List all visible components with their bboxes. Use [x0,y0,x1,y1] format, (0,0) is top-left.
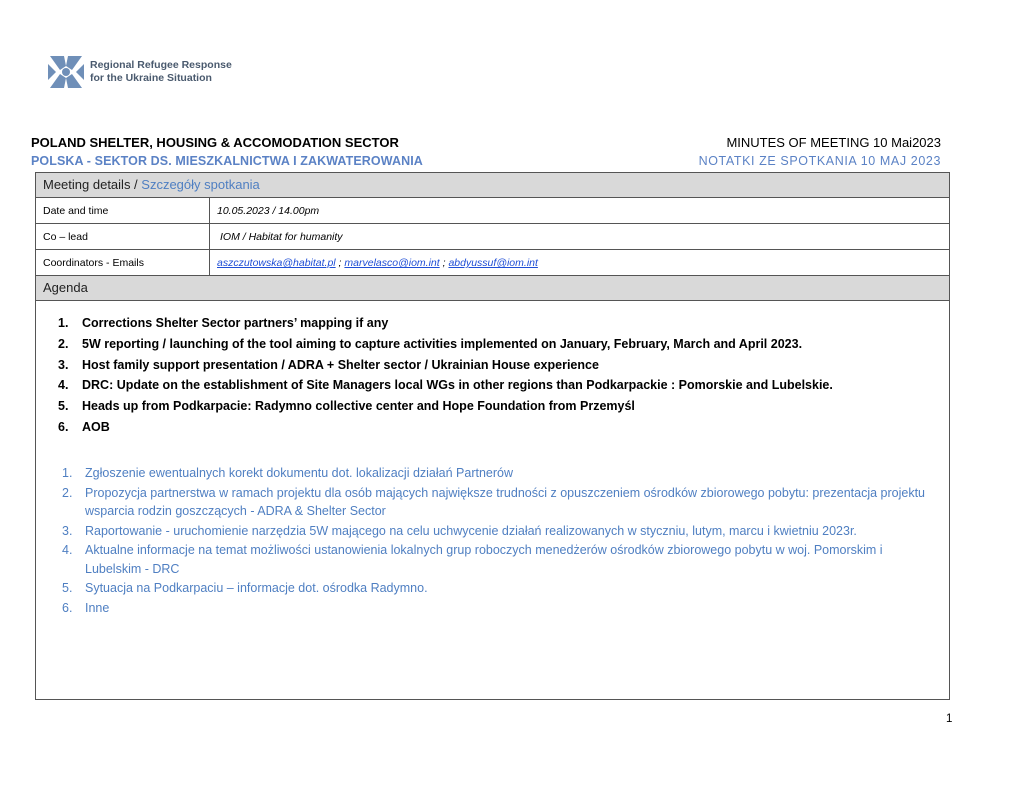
item-text: Corrections Shelter Sector partners’ mapping if any [82,316,389,330]
agenda-list-pl [62,464,932,618]
list-item [62,599,932,618]
email-link[interactable]: marvelasco@iom.int [344,257,440,269]
list-item [62,541,932,578]
item-number: 5. [58,399,69,414]
list-item [58,316,833,337]
list-item [58,378,833,399]
item-number: 2. [62,485,73,500]
logo-line-1: Regional Refugee Response [90,59,232,71]
email-separator: ; [335,257,345,269]
list-item [58,420,833,441]
item-number: 6. [58,419,69,434]
item-text: Raportowanie - uruchomienie narzędzia 5W mającego na celu uchwycenie działań realizowanych w styczniu, lutym, marcu i kwietniu 2023r. [85,523,857,538]
item-text: 5W reporting / launching of the tool aiming to capture activities implemented on January, February, March and April 2023. [82,336,803,351]
item-number: 3. [58,357,69,372]
meeting-details-pl: Szczegóły spotkania [141,177,260,192]
item-text: Aktualne informacje na temat możliwości ustanowienia lokalnych grup roboczych menedżerów ośrodków zbiorowego pobytu w woj. Pomorskim i Lubelskim - DRC [85,543,883,576]
item-number: 5. [62,581,73,595]
item-number: 6. [62,600,73,615]
item-text: AOB [82,419,110,434]
meeting-details-head [36,173,949,198]
row-label: Co – lead [36,224,210,249]
item-number: 3. [62,523,73,538]
item-text: Propozycja partnerstwa w ramach projektu dla osób mających największe trudności z opuszczeniem ośrodków zbiorowego pobytu: prezentacja projektu wsparcia rodzin goszczących - ADRA & Shelter Sector [85,485,926,518]
agenda-list-en [58,316,833,441]
list-item [62,484,932,521]
item-number: 2. [58,336,69,351]
logo-line-2: for the Ukraine Situation [90,72,212,84]
header-left [31,134,423,170]
page-number: 1 [946,713,953,725]
list-item [62,464,932,483]
row-label: Date and time [36,198,210,223]
email-link[interactable]: abdyussuf@iom.int [448,257,538,269]
item-text: Heads up from Podkarpacie: Radymno collective center and Hope Foundation from Przemyśl [82,399,635,414]
logo [44,50,232,94]
email-link[interactable]: aszczutowska@habitat.pl [217,257,336,269]
table-row [36,224,949,250]
item-text: Inne [85,600,110,615]
table-row [36,250,949,276]
item-text: Zgłoszenie ewentualnych korekt dokumentu dot. lokalizacji działań Partnerów [85,466,514,480]
agenda-head [36,276,949,301]
agenda-title: Agenda [43,280,88,295]
item-number: 4. [58,378,69,393]
item-text: Sytuacja na Podkarpaciu – informacje dot. ośrodka Radymno. [85,581,428,595]
sector-title: POLAND SHELTER, HOUSING & ACCOMODATION SECTOR [31,135,399,150]
list-item [58,358,833,379]
table-row [36,198,949,224]
email-separator: ; [439,257,449,269]
rrr-logo-icon [44,50,88,94]
item-number: 1. [58,316,69,330]
sector-title-pl: POLSKA - SEKTOR DS. MIESZKALNICTWA I ZAKWATEROWANIA [31,154,423,168]
item-number: 1. [62,466,73,480]
meeting-details-en: Meeting details / [43,177,142,192]
emails-cell [210,250,949,275]
row-label: Coordinators - Emails [36,250,210,275]
row-value: 10.05.2023 / 14.00pm [217,205,320,217]
list-item [62,522,932,541]
item-text: Host family support presentation / ADRA + Shelter sector / Ukrainian House experience [82,357,599,372]
list-item [58,399,833,420]
item-number: 4. [62,543,73,557]
minutes-title-pl: NOTATKI ZE SPOTKANIA 10 MAJ 2023 [698,154,941,168]
item-text: DRC: Update on the establishment of Site Managers local WGs in other regions than Podkarpackie : Pomorskie and Lubelskie. [82,378,833,393]
list-item [62,579,932,598]
minutes-title: MINUTES OF MEETING 10 Mai2023 [726,135,941,150]
list-item [58,337,833,358]
header-right [699,134,941,170]
row-value: IOM / Habitat for humanity [220,231,343,243]
